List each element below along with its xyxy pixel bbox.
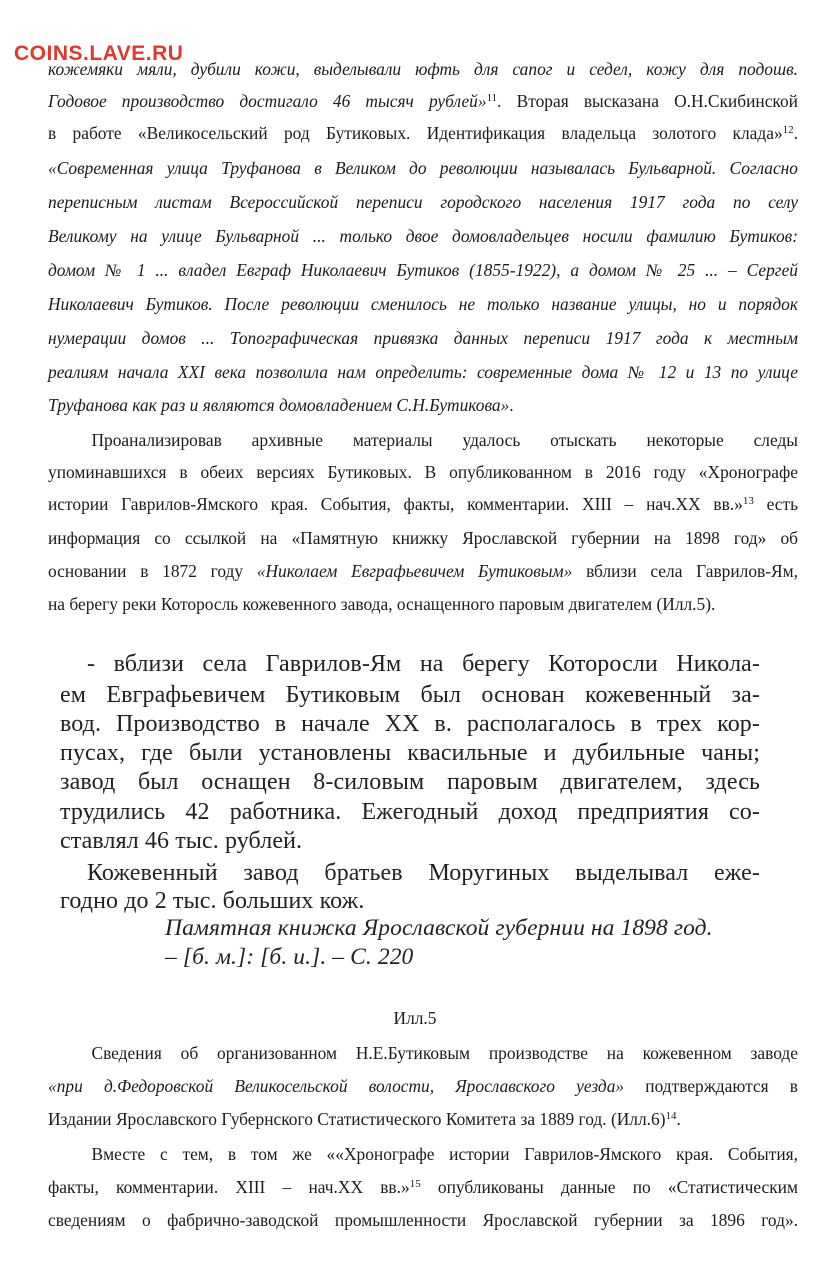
- text-line: информация со ссылкой на «Памятную книжку Ярославской губернии на 1898 год» об: [48, 528, 798, 548]
- text-run: вблизи села Гаврилов-Ям,: [572, 561, 799, 581]
- text-line: Проанализировав архивные материалы удалось отыскать некоторые следы: [48, 430, 798, 450]
- text-line: [48, 93, 798, 110]
- text-line: переписным листам Всероссийской переписи городского населения 1917 года по селу: [48, 192, 798, 212]
- text-run: «при д.Федоровской Великосельской волости, Ярославского уезда»: [48, 1076, 625, 1096]
- watermark: COINS.LAVE.RU: [14, 42, 184, 65]
- text-line: Сведения об организованном Н.Е.Бутиковым производстве на кожевенном заводе: [48, 1043, 798, 1063]
- text-run: Издании Ярославского Губернского Статистического Комитета за 1889 год. (Илл.6): [48, 1109, 666, 1129]
- text-line: [48, 125, 798, 142]
- quote-line: трудились 42 работника. Ежегодный доход предприятия со-: [60, 799, 760, 825]
- text-line: Николаевич Бутиков. После революции сменилось не только название улицы, но и порядок: [48, 294, 798, 314]
- text-line: [48, 1111, 798, 1128]
- text-run: Годовое производство достигало 46 тысяч рублей»: [48, 91, 487, 111]
- figure-caption: Илл.5: [393, 1008, 437, 1028]
- quote-line: годно до 2 тыс. больших кож.: [60, 888, 365, 914]
- text-line: на берегу реки Которосль кожевенного завода, оснащенного паровым двигателем (Илл.5).: [48, 594, 716, 614]
- text-line: Великому на улице Бульварной ... только двое домовладельцев носили фамилию Бутиков:: [48, 226, 798, 246]
- quote-line: - вблизи села Гаврилов-Ям на берегу Которосли Никола-: [87, 651, 760, 677]
- quote-citation: Памятная книжка Ярославской губернии на 1898 год.: [165, 915, 713, 941]
- quote-line: Кожевенный завод братьев Моругиных выделывал еже-: [87, 860, 760, 886]
- text-run: .: [509, 395, 514, 415]
- text-line: [48, 1179, 798, 1196]
- text-run: есть: [753, 494, 798, 514]
- text-run: истории Гаврилов-Ямского края. События, факты, комментарии. XIII – нач.XX вв.»: [48, 494, 743, 514]
- footnote-ref: 15: [409, 1178, 421, 1190]
- text-line: [48, 563, 798, 580]
- text-run: факты, комментарии. XIII – нач.XX вв.»: [48, 1177, 410, 1197]
- quote-line: ем Евграфьевичем Бутиковым был основан кожевенный за-: [60, 682, 760, 708]
- text-run: Труфанова как раз и являются домовладением С.Н.Бутикова»: [48, 395, 510, 415]
- quote-line: завод был оснащен 8-силовым паровым двигателем, здесь: [60, 769, 760, 795]
- text-line: сведениям о фабрично-заводской промышленности Ярославской губернии за 1896 год».: [48, 1210, 798, 1230]
- text-line: реалиям начала XXI века позволила нам определить: современные дома № 12 и 13 по улице: [48, 362, 798, 382]
- text-line: [48, 1078, 798, 1095]
- text-run: .: [676, 1109, 681, 1129]
- text-line: [48, 397, 798, 414]
- footnote-ref: 14: [665, 1110, 677, 1122]
- quote-citation: – [б. м.]: [б. и.]. – С. 220: [165, 944, 414, 970]
- quote-line: вод. Производство в начале XX в. располагалось в трех кор-: [60, 711, 760, 737]
- text-run: .: [793, 123, 798, 143]
- quote-line: пусах, где были установлены квасильные и дубильные чаны;: [60, 740, 760, 766]
- footnote-ref: 11: [486, 92, 498, 104]
- text-line: Вместе с тем, в том же ««Хронографе истории Гаврилов-Ямского края. События,: [48, 1144, 798, 1164]
- text-run: опубликованы данные по «Статистическим: [420, 1177, 798, 1197]
- text-run: «Николаем Евграфьевичем Бутиковым»: [256, 561, 573, 581]
- text-line: [48, 496, 798, 513]
- text-run: основании в 1872 году: [48, 561, 257, 581]
- footnote-ref: 13: [742, 495, 754, 507]
- text-line: «Современная улица Труфанова в Великом до революции называлась Бульварной. Согласно: [48, 158, 798, 178]
- text-run: в работе «Великосельский род Бутиковых. Идентификация владельца золотого клада»: [48, 123, 783, 143]
- text-line: домом № 1 ... владел Евграф Николаевич Бутиков (1855-1922), а домом № 25 ... – Сергей: [48, 260, 798, 280]
- text-run: подтверждаются в: [624, 1076, 798, 1096]
- text-line: нумерации домов ... Топографическая привязка данных переписи 1917 года к местным: [48, 328, 798, 348]
- text-run: . Вторая высказана О.Н.Скибинской: [497, 91, 798, 111]
- footnote-ref: 12: [782, 124, 794, 136]
- text-line: кожемяки мяли, дубили кожи, выделывали юфть для сапог и седел, кожу для подошв.: [48, 59, 798, 79]
- text-line: упоминавшихся в обеих версиях Бутиковых. В опубликованном в 2016 году «Хронографе: [48, 462, 798, 482]
- quote-line: ставлял 46 тыс. рублей.: [60, 828, 303, 854]
